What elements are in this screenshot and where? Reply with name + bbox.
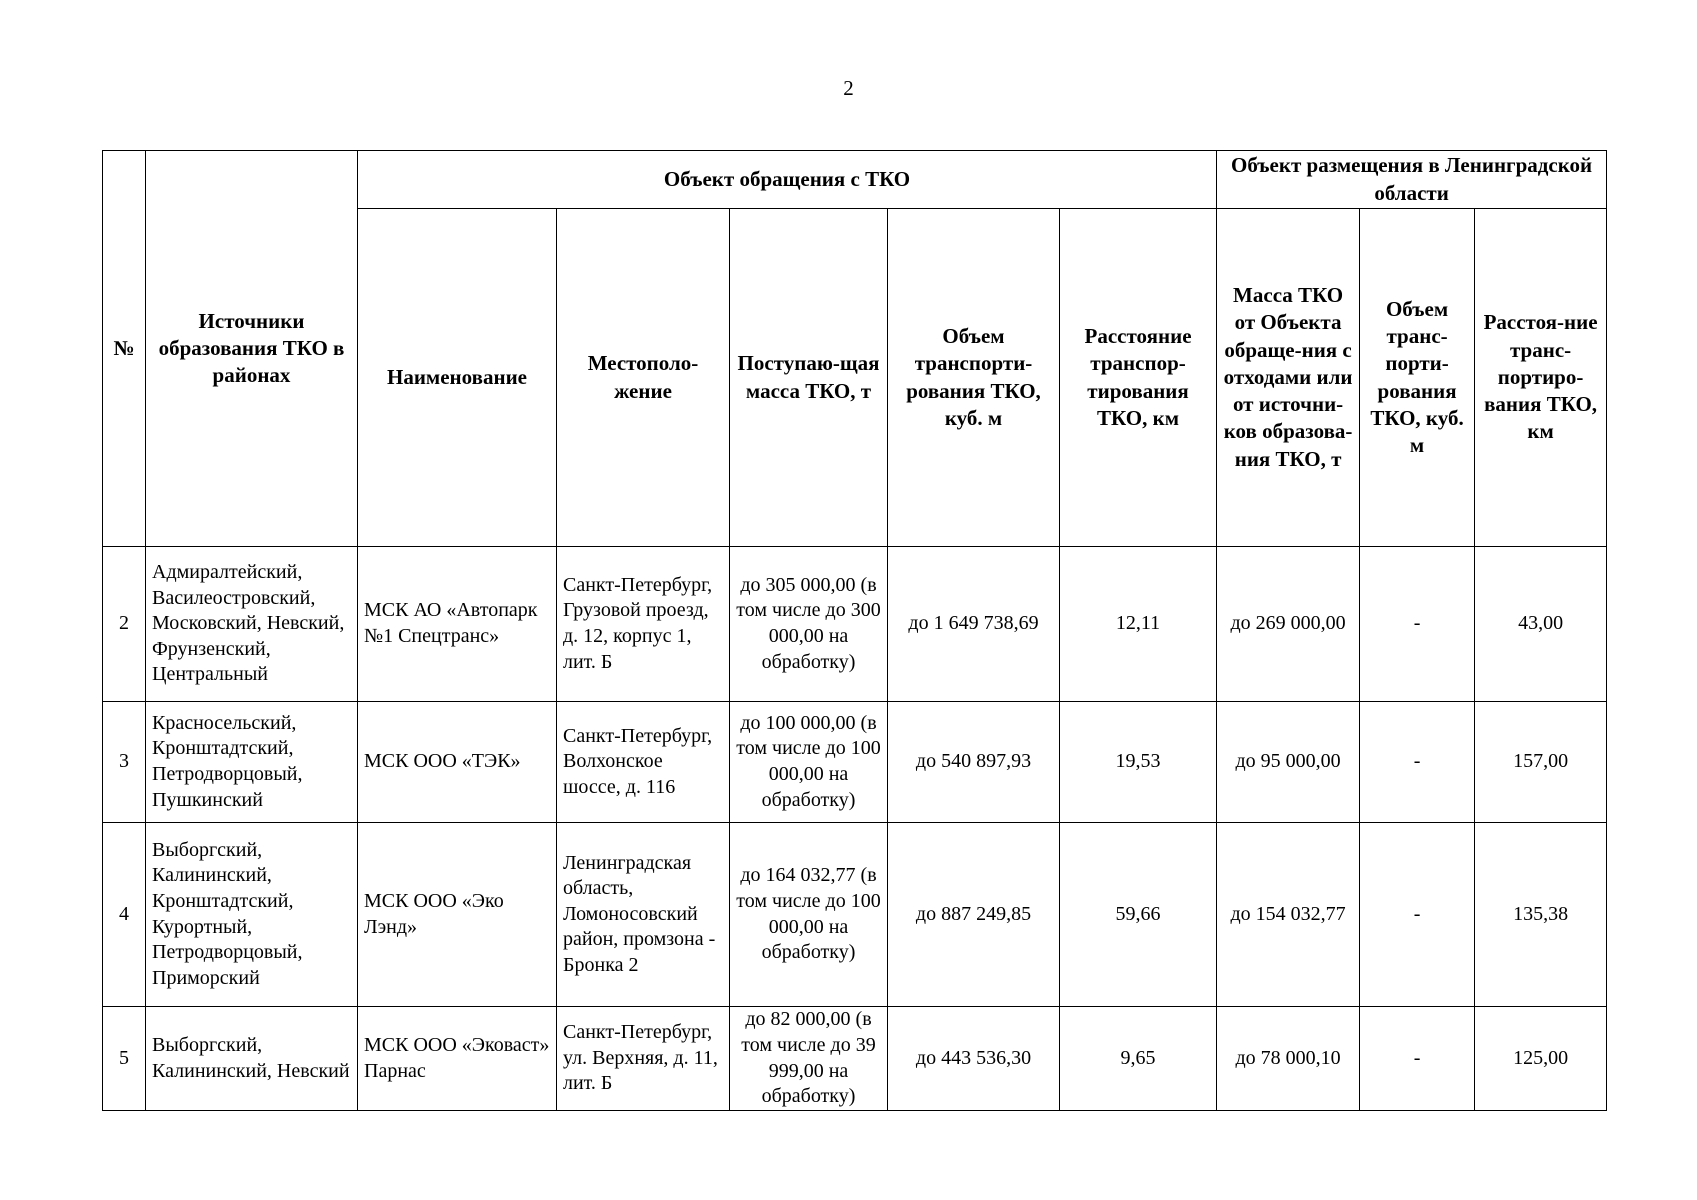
cell-transport-volume: до 887 249,85 — [888, 823, 1060, 1007]
cell-num: 2 — [103, 547, 146, 702]
table-row — [103, 702, 1607, 823]
cell-transport-distance: 9,65 — [1060, 1007, 1217, 1111]
cell-placement-mass: до 269 000,00 — [1217, 547, 1360, 702]
cell-placement-volume: - — [1360, 823, 1475, 1007]
cell-transport-volume: до 443 536,30 — [888, 1007, 1060, 1111]
cell-transport-volume: до 540 897,93 — [888, 702, 1060, 823]
cell-location: Санкт-Петербург, Грузовой проезд, д. 12, корпус 1, лит. Б — [557, 547, 730, 702]
cell-num: 4 — [103, 823, 146, 1007]
cell-incoming-mass: до 100 000,00 (в том числе до 100 000,00 на обработку) — [730, 702, 888, 823]
header-location: Местополо-жение — [557, 209, 730, 547]
cell-placement-volume: - — [1360, 1007, 1475, 1111]
cell-placement-distance: 135,38 — [1475, 823, 1607, 1007]
header-num: № — [103, 151, 146, 547]
table-row — [103, 823, 1607, 1007]
cell-sources: Красносельский, Кронштадтский, Петродворцовый, Пушкинский — [146, 702, 358, 823]
cell-incoming-mass: до 305 000,00 (в том числе до 300 000,00 на обработку) — [730, 547, 888, 702]
cell-placement-mass: до 78 000,10 — [1217, 1007, 1360, 1111]
cell-transport-volume: до 1 649 738,69 — [888, 547, 1060, 702]
cell-incoming-mass: до 164 032,77 (в том числе до 100 000,00 на обработку) — [730, 823, 888, 1007]
cell-placement-mass: до 95 000,00 — [1217, 702, 1360, 823]
header-sources: Источники образования ТКО в районах — [146, 151, 358, 547]
cell-location: Ленинградская область, Ломоносовский район, промзона - Бронка 2 — [557, 823, 730, 1007]
cell-num: 5 — [103, 1007, 146, 1111]
cell-placement-distance: 157,00 — [1475, 702, 1607, 823]
cell-transport-distance: 59,66 — [1060, 823, 1217, 1007]
header-transport-distance: Расстояние транспор-тирования ТКО, км — [1060, 209, 1217, 547]
cell-location: Санкт-Петербург, Волхонское шоссе, д. 116 — [557, 702, 730, 823]
cell-num: 3 — [103, 702, 146, 823]
cell-placement-mass: до 154 032,77 — [1217, 823, 1360, 1007]
table-row — [103, 1007, 1607, 1111]
waste-facilities-table — [102, 150, 1607, 1111]
cell-incoming-mass: до 82 000,00 (в том числе до 39 999,00 на обработку) — [730, 1007, 888, 1111]
cell-transport-distance: 19,53 — [1060, 702, 1217, 823]
cell-location: Санкт-Петербург, ул. Верхняя, д. 11, лит. Б — [557, 1007, 730, 1111]
header-placement-group: Объект размещения в Ленинградской области — [1217, 151, 1607, 209]
cell-transport-distance: 12,11 — [1060, 547, 1217, 702]
cell-sources: Адмиралтейский, Василеостровский, Московский, Невский, Фрунзенский, Центральный — [146, 547, 358, 702]
cell-placement-volume: - — [1360, 547, 1475, 702]
header-placement-volume: Объем транс-порти-рования ТКО, куб. м — [1360, 209, 1475, 547]
cell-sources: Выборгский, Калининский, Кронштадтский, Курортный, Петродворцовый, Приморский — [146, 823, 358, 1007]
header-placement-mass: Масса ТКО от Объекта обраще-ния с отходами или от источни-ков образова-ния ТКО, т — [1217, 209, 1360, 547]
cell-placement-distance: 125,00 — [1475, 1007, 1607, 1111]
cell-placement-volume: - — [1360, 702, 1475, 823]
cell-name: МСК ООО «Эковаст» Парнас — [358, 1007, 557, 1111]
header-row-groups — [103, 151, 1607, 209]
header-facility-group: Объект обращения с ТКО — [358, 151, 1217, 209]
header-name: Наименование — [358, 209, 557, 547]
header-incoming-mass: Поступаю-щая масса ТКО, т — [730, 209, 888, 547]
page-number: 2 — [843, 76, 854, 100]
cell-name: МСК АО «Автопарк №1 Спецтранс» — [358, 547, 557, 702]
cell-name: МСК ООО «Эко Лэнд» — [358, 823, 557, 1007]
cell-sources: Выборгский, Калининский, Невский — [146, 1007, 358, 1111]
table-row — [103, 547, 1607, 702]
header-transport-volume: Объем транспорти-рования ТКО, куб. м — [888, 209, 1060, 547]
cell-placement-distance: 43,00 — [1475, 547, 1607, 702]
cell-name: МСК ООО «ТЭК» — [358, 702, 557, 823]
header-placement-distance: Расстоя-ние транс-портиро-вания ТКО, км — [1475, 209, 1607, 547]
